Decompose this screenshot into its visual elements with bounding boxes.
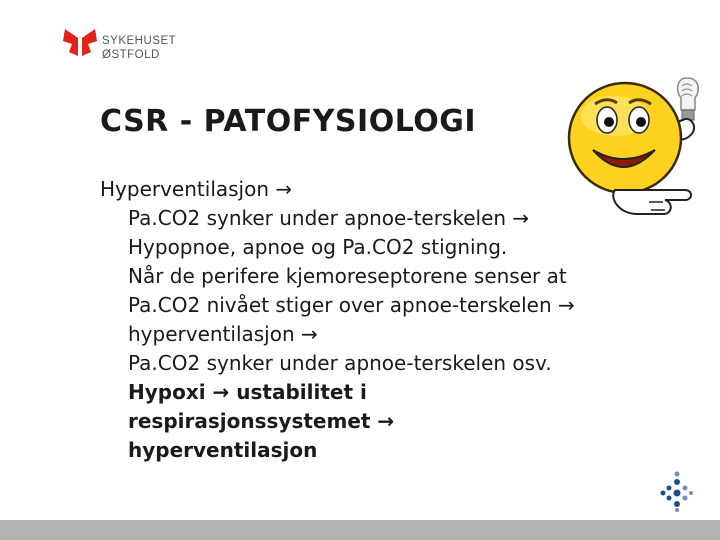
text-line-1: Hyperventilasjon → xyxy=(100,177,293,201)
text-line-8: Hypoxi → ustabilitet i xyxy=(128,380,367,404)
body-text xyxy=(100,175,700,465)
bottom-bar xyxy=(0,520,720,540)
text-line-2: Pa.CO2 synker under apnoe-terskelen → xyxy=(128,206,530,230)
text-line-6: hyperventilasjon → xyxy=(128,322,318,346)
decorative-dots-icon xyxy=(660,470,694,512)
text-line-9: respirasjonssystemet → xyxy=(128,409,395,433)
text-line-10: hyperventilasjon xyxy=(128,438,318,462)
text-line-5: Pa.CO2 nivået stiger over apnoe-terskelen → xyxy=(128,293,575,317)
text-line-4: Når de perifere kjemoreseptorene senser at xyxy=(128,264,567,288)
text-line-3: Hypopnoe, apnoe og Pa.CO2 stigning. xyxy=(128,235,508,259)
butterfly-logo-icon xyxy=(60,26,100,66)
slide-title: CSR - PATOFYSIOLOGI xyxy=(100,104,477,139)
hospital-logo xyxy=(60,26,180,70)
logo-line-1: SYKEHUSET xyxy=(102,35,177,47)
logo-line-2: ØSTFOLD xyxy=(102,49,160,61)
text-line-7: Pa.CO2 synker under apnoe-terskelen osv. xyxy=(128,351,552,375)
